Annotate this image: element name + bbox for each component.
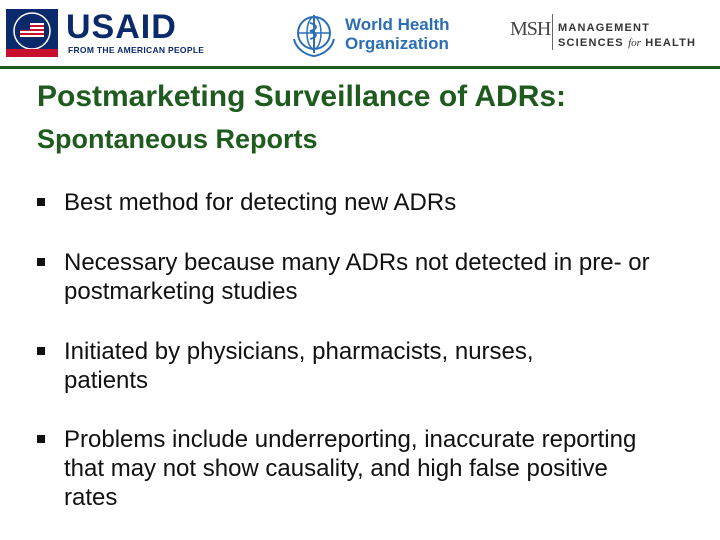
- bullet-item: [37, 425, 664, 512]
- who-name-line2: Organization: [345, 34, 449, 53]
- usaid-tagline: FROM THE AMERICAN PEOPLE: [68, 45, 205, 55]
- slide-title: Postmarketing Surveillance of ADRs:: [37, 80, 567, 113]
- usaid-seal-icon: [6, 9, 58, 57]
- bullet-text: Necessary because many ADRs not detected in pre- or postmarketing studies: [64, 249, 650, 305]
- who-name-line1: World Health: [345, 15, 450, 34]
- who-emblem-icon: [288, 9, 340, 59]
- square-bullet-icon: [37, 435, 45, 443]
- bullet-item: [37, 188, 456, 217]
- msh-name: [558, 21, 696, 51]
- msh-name-line2: SCIENCES for HEALTH: [558, 37, 697, 49]
- msh-mark: MSH: [510, 18, 551, 40]
- slide-subtitle: Spontaneous Reports: [37, 124, 318, 154]
- logo-bar: [0, 0, 720, 66]
- usaid-wordmark: USAID: [66, 8, 177, 46]
- msh-name-line1: MANAGEMENT: [558, 22, 651, 34]
- bullet-text: Problems include underreporting, inaccurate reporting that may not show causality, and high false positive rates: [64, 426, 637, 511]
- bullet-text: Initiated by physicians, pharmacists, nurses, patients: [64, 338, 534, 394]
- square-bullet-icon: [37, 258, 45, 266]
- square-bullet-icon: [37, 347, 45, 355]
- bullet-text: Best method for detecting new ADRs: [64, 189, 457, 216]
- bullet-item: [37, 337, 624, 395]
- bullet-item: [37, 248, 664, 306]
- msh-divider: [552, 14, 553, 50]
- header-rule: [0, 66, 720, 69]
- who-name: [345, 15, 450, 53]
- square-bullet-icon: [37, 198, 45, 206]
